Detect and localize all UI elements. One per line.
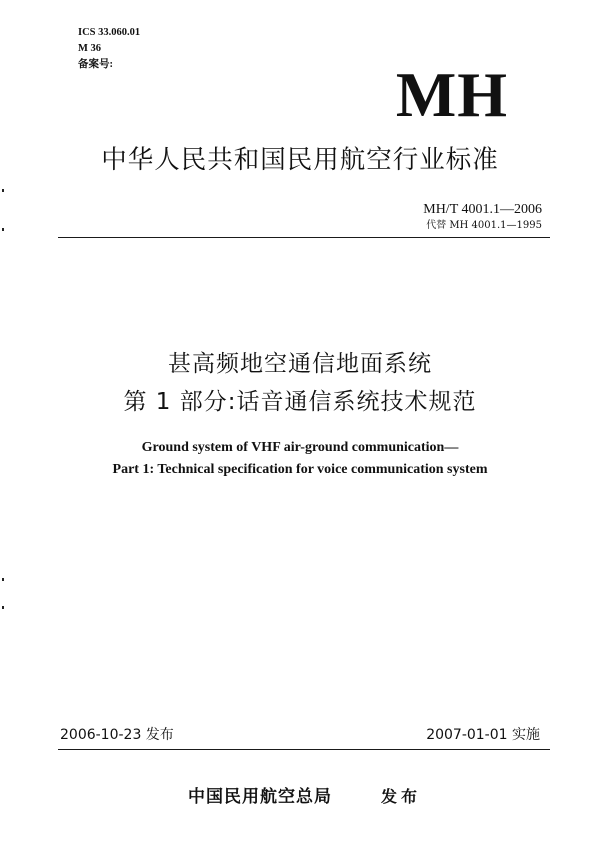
publisher-name: 中国民用航空总局 [188,787,332,807]
publish-label: 发布 [381,787,422,806]
standard-number: MH/T 4001.1—2006 [423,202,542,217]
effective-date: 2007-01-01 实施 [426,727,540,743]
organization-title: 中华人民共和国民用航空行业标准 [101,145,499,175]
scan-mark [2,189,4,192]
category-code: M 36 [78,43,102,54]
scan-mark [2,228,4,231]
issue-date: 2006-10-23 发布 [60,727,174,743]
top-divider [58,237,550,238]
english-title-line-1: Ground system of VHF air-ground communication— [141,440,459,455]
filing-number-label: 备案号: [78,59,113,70]
scan-mark [2,606,4,609]
chinese-title-line-2: 第 1 部分:话音通信系统技术规范 [123,389,477,415]
bottom-divider [58,749,550,750]
replaces-standard: 代替 MH 4001.1—1995 [426,220,542,231]
scan-mark [2,578,4,581]
english-title-line-2: Part 1: Technical specification for voice communication system [112,462,488,477]
chinese-title-line-1: 甚高频地空通信地面系统 [168,351,432,377]
standard-mark: MH [395,59,508,130]
ics-code: ICS 33.060.01 [78,27,141,38]
